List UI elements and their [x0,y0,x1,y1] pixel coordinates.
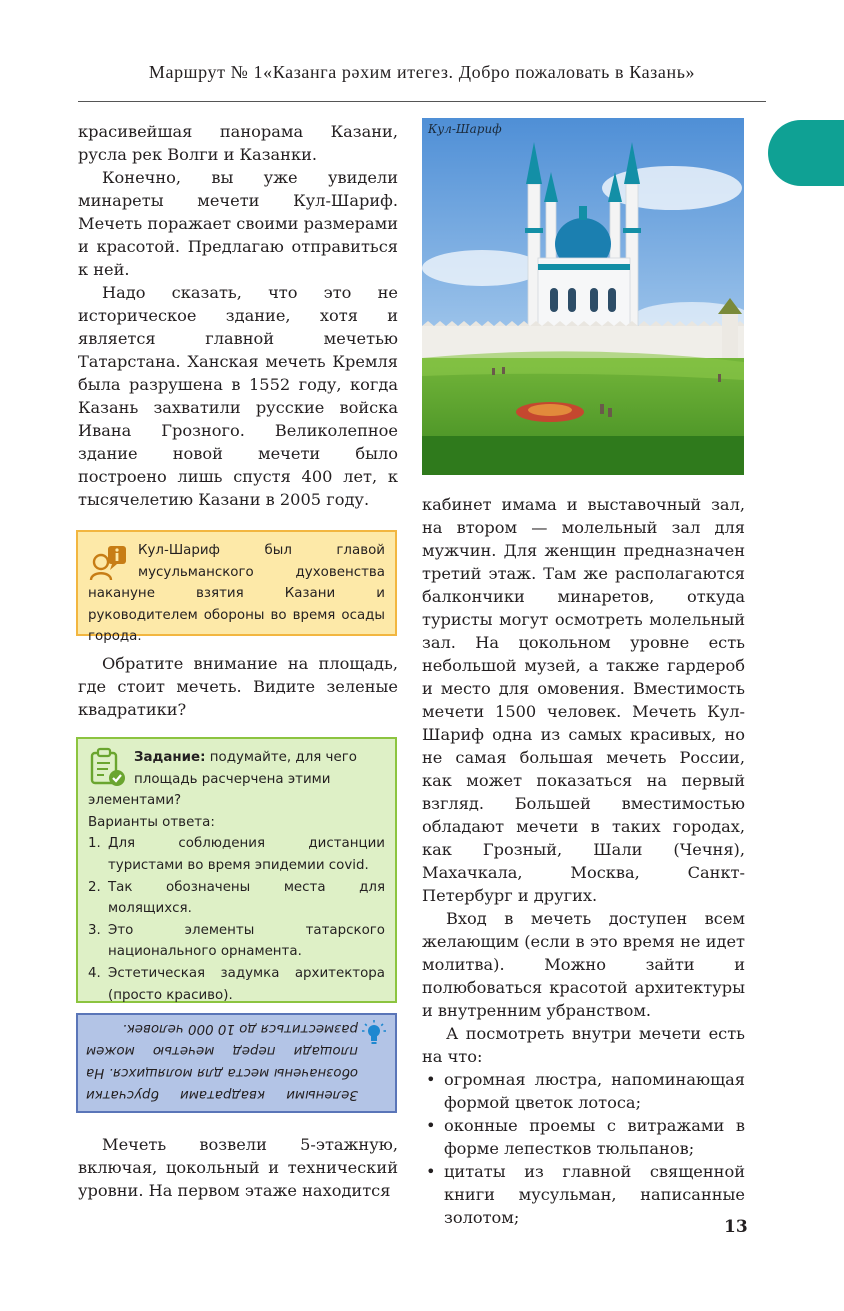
paragraph: Мечеть возвели 5-этажную, включая, цокольный и технический уровни. На первом этаже находится [78,1135,398,1200]
paragraph: красивейшая панорама Казани, русла рек Волги и Казанки. [78,122,398,164]
paragraph: Обратите внимание на площадь, где стоит мечеть. Видите зеленые квадратики? [78,654,398,719]
page-number: 13 [724,1217,748,1237]
kul-sharif-illustration [422,118,744,475]
option-number: 1. [88,836,101,852]
option-text: Эстетическая задумка архитектора (просто красиво). [108,965,385,1003]
option-item [88,833,385,876]
fact-text: Кул-Шариф был главой мусульманского духовенства накануне взятия Казани и руководителем обороны во время осады города. [88,543,385,645]
bullet-item: • оконные проемы с витражами в форме лепестков тюльпанов; [426,1116,745,1158]
options-list [88,833,385,1006]
task-box [76,737,397,1003]
option-item [88,877,385,920]
task-label: Задание: [134,750,206,765]
mosque-photo [422,118,744,475]
bullet-text: огромная люстра, напоминающая формой цветок лотоса; [444,1070,745,1112]
task-question-text: подумайте, для чего площадь расчерчена этими элементами? [88,750,357,809]
bullet-text: цитаты из главной священной книги мусульман, написанные золотом; [444,1162,745,1227]
bullet-item: • огромная люстра, напоминающая формой цветок лотоса; [426,1070,745,1112]
lightbulb-icon [361,1019,387,1049]
option-text: Так обозначены места для молящихся. [108,879,385,917]
clipboard-check-icon [88,747,128,789]
option-item [88,963,385,1006]
person-info-icon [88,540,130,582]
right-text [422,493,745,1229]
bullet-list [422,1068,745,1229]
running-header: Маршрут № 1«Казанга рәхим итегез. Добро пожаловать в Казань» [148,62,696,82]
paragraph: А посмотреть внутри мечети есть на что: [422,1024,745,1066]
option-text: Это элементы татарского национального орнамента. [108,922,385,960]
left-text-middle [78,652,398,721]
option-item [88,920,385,963]
left-text-top [78,120,398,511]
chapter-tab [768,120,844,186]
option-number: 4. [88,965,101,981]
left-text-bottom [78,1133,398,1202]
option-number: 3. [88,922,101,938]
header-rule [78,101,766,102]
bullet-item: • цитаты из главной священной книги мусульман, написанные золотом; [426,1162,745,1227]
option-number: 2. [88,879,101,895]
answer-box [76,1013,397,1113]
paragraph: Надо сказать, что это не историческое здание, хотя и является главной мечетью Татарстана. Ханская мечеть Кремля была разрушена в 1552 году, когда Казань захватили русские войска Ивана Грозного. Великолепное здание новой мечети было построено лишь спустя 400 лет, к тысячелетию Казани в 2005 году. [78,283,398,509]
task-question [88,747,385,812]
paragraph: Конечно, вы уже увидели минареты мечети Кул-Шариф. Мечеть поражает своими размерами и красотой. Предлагаю отправиться к ней. [78,168,398,279]
option-text: Для соблюдения дистанции туристами во время эпидемии covid. [108,836,385,873]
bullet-text: оконные проемы с витражами в форме лепестков тюльпанов; [444,1116,745,1158]
paragraph: кабинет имама и выставочный зал, на втором — молельный зал для мужчин. Для женщин предназначен третий этаж. Там же располагаются балкончики минаретов, откуда туристы могут осмотреть молельный зал. На цокольном уровне есть небольшой музей, а также гардероб и место для омовения. Вместимость мечети 1500 человек. Мечеть Кул-Шариф одна из самых красивых, но не самая большая мечеть России, как может показаться на первый взгляд. Большей вместимостью обладают мечети в таких городах, как Грозный, Шали (Чечня), Махачкала, Москва, Санкт-Петербург и других. [422,495,745,905]
photo-caption: Кул-Шариф [428,122,502,136]
paragraph: Вход в мечеть доступен всем желающим (если в это время не идет молитва). Можно зайти и полюбоваться красотой архитектуры и внутренним убранством. [422,909,745,1020]
fact-box [76,530,397,645]
options-heading: Варианты ответа: [88,814,215,830]
answer-text: Зелеными квадратами брусчатки обозначены места для молящихся. На площади перед мечетью можем разместиться до 10 000 человек. [86,1021,358,1102]
